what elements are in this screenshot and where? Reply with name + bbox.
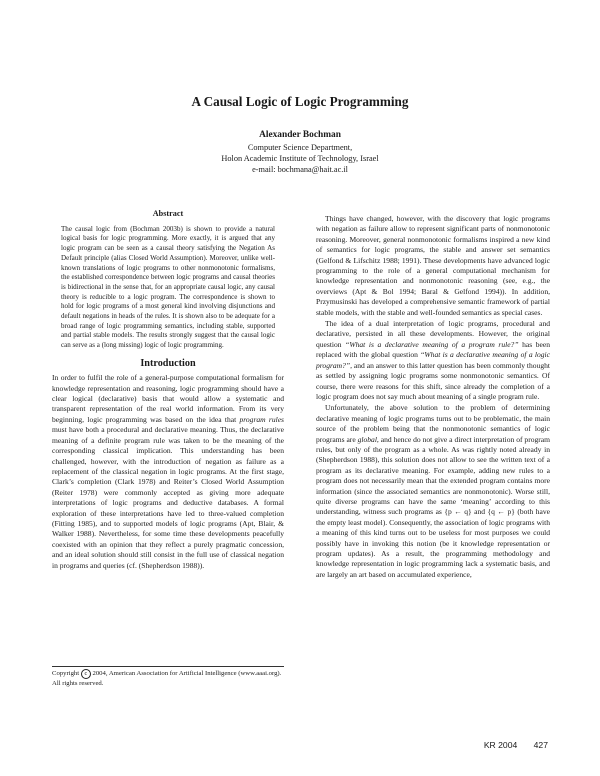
abstract-text: The causal logic from (Bochman 2003b) is shown to provide a natural logical basis for logic programming. More exactly, it is argued that any logic program can be seen as a causal theory satisfying the Negation As Default principle (alias Closed World Assumption). Moreover, unlike well-known translations of logic programs to other nonmonotonic formalisms, the established correspondence between logic programs and causal theories is bidirectional in the sense that, for an appropriate causal logic, any causal theory is reducible to a logic program. The correspondence is shown to hold for logic programs of a most general kind involving disjunctions and default negations in heads of the rules. It is shown also to be adequate for a broad range of logic programming semantics, including stable, supported and partial stable models. The results strongly suggest that the causal logic can serve as a (long missing) logic of logic programming. [61,224,275,350]
author-block [0,130,600,175]
copyright-symbol: c [81,669,91,679]
introduction-paragraph: In order to fulfil the role of a general-purpose computational formalism for knowledge representation and reasoning, logic programming should have a clear logical (declarative) basis that would allow a systematic and transparent representation of the real world information. From its very beginning, logic programming was based on the idea that program rules must have both a procedural and declarative meaning. Thus, the declarative meaning of a definite program rule was taken to be the meaning of the corresponding classical implication. This understanding has been challenged, however, with the introduction of negation as failure as a replacement of the classical negation in logic programs. At the first stage, Clark’s completion (Clark 1978) and Reiter’s Closed World Assumption (Reiter 1978) were commonly accepted as giving more adequate interpretations of logic programs and deductive databases. A formal exploration of these interpretations have led to three-valued completion (Fitting 1985), and to supported models of logic programs (Apt, Blair, & Walker 1988). Nevertheless, for some time these developments peacefully coexisted with an opinion that they reflect a purely pragmatic concession, and an ideal solution should still consist in the full use of classical negation in programs and queries (cf. (Shepherdson 1988)). [52,373,284,570]
copyright-text: 2004, American Association for Artificial Intelligence (www.aaai.org). All rights reserved. [52,670,282,687]
body-paragraph-2: The idea of a dual interpretation of logic programs, procedural and declarative, persisted in all these developments. However, the original question “What is a declarative meaning of a program rule?” has been replaced with the global question “What is a declarative meaning of a logic program?”, and an answer to this latter question has been commonly thought as settled by assigning logic programs some nonmonotonic semantics. Of course, there were reasons for this shift, since already the completion of a logic program does not say much about meaning of a single program rule. [316,319,550,401]
author-affiliation-institute: Holon Academic Institute of Technology, Israel [221,154,379,163]
author-affiliation-department: Computer Science Department, [247,143,353,152]
right-column [316,214,550,580]
left-column [52,209,284,571]
copyright-label: Copyright [52,670,80,677]
paper-title: A Causal Logic of Logic Programming [191,94,409,109]
introduction-section [52,359,284,571]
introduction-heading: Introduction [140,357,196,369]
author-email: e-mail: bochmana@hait.ac.il [252,165,348,174]
venue-label: KR 2004 [483,740,518,750]
page-number: 427 [533,740,548,750]
abstract-section [52,209,284,351]
copyright-note [52,666,284,688]
body-paragraph-1: Things have changed, however, with the discovery that logic programs with negation as failure allow to represent significant parts of nonmonotonic reasoning. Moreover, general nonmonotonic formalisms inspired a new kind of semantics for logic programs, the stable and answer set semantics (Gelfond & Lifschitz 1988; 1991). These developments have advanced logic programming to the role of a general computational mechanism for knowledge representation and nonmonotonic reasoning (see, e.g., the overviews (Apt & Bol 1994; Baral & Gelfond 1994)). In addition, Przymusinski has developed a comprehensive semantic framework of partial stable models, with the stable and well-founded semantics as special cases. [316,214,550,317]
author-name: Alexander Bochman [259,130,341,140]
body-paragraph-3: Unfortunately, the above solution to the problem of determining declarative meaning of logic programs turns out to be problematic, the main source of the problem being that the nonmonotonic semantics of logic programs are global, and hence do not give a direct interpretation of program rules, but only of the program as a whole. As was rightly noted already in (Shepherdson 1988), this solution does not allow to see the written text of a program as its declarative meaning. For example, adding new rules to a program does not necessarily mean that the extended program contains more information (since the associated semantics are nonmonotonic). Worse still, quite diverse programs can have the same ‘meaning’ according to this understanding, witness such programs as {p ← q} and {q ← p} (both have the empty least model). Consequently, the association of logic programs with a meaning of this kind turns out to be useless for most purposes we could possibly have in invoking this notion (be it knowledge representation or program updates). As a result, the programming methodology and knowledge representation in logic programming lack a systematic basis, and are largely an art based on accumulated experience, [316,403,550,579]
page-footer [484,740,548,750]
abstract-heading: Abstract [152,209,184,218]
